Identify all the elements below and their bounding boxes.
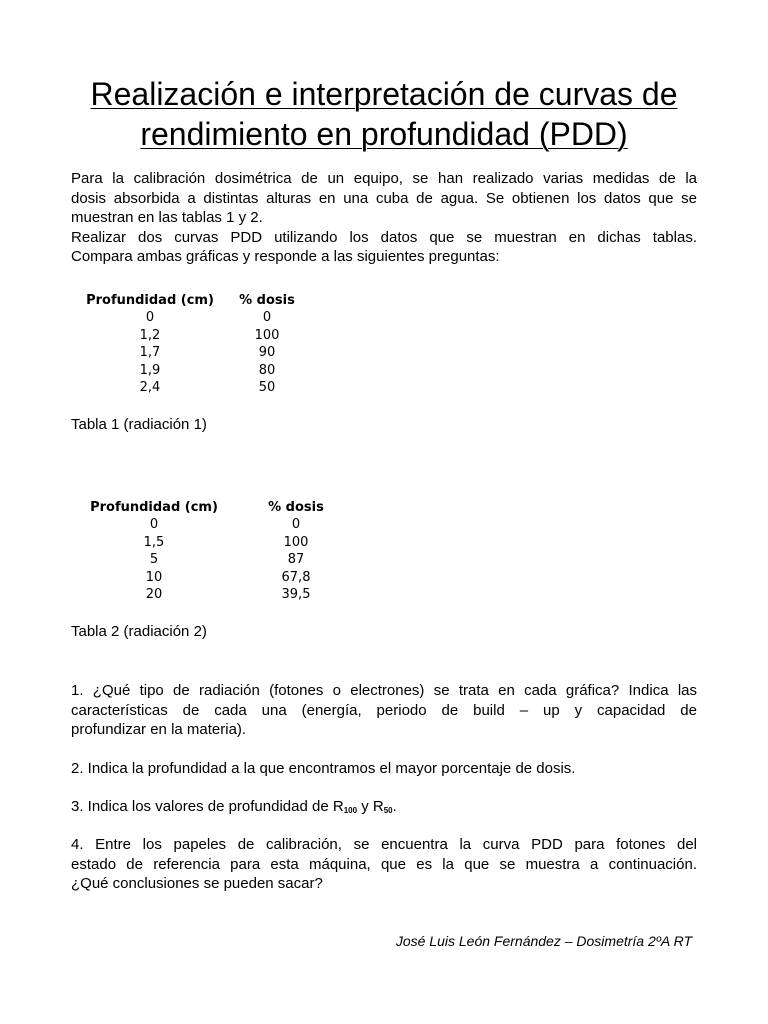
column-header: Profundidad (cm) [90,499,218,515]
r50-subscript: 50 [383,806,393,815]
table-1 [83,291,317,397]
table-cell: 0 [291,517,301,533]
table-cell: 0 [262,310,272,326]
question-2 [71,759,697,779]
table-cell: 67,8 [281,569,311,585]
author-footer: José Luis León Fernández – Dosimetría 2ºA RT [395,933,692,949]
table-cell: 1,5 [143,534,165,550]
table-cell: 2,4 [139,380,161,396]
intro-line: Realizar dos curvas PDD utilizando los datos que se muestran en dichas tablas. [71,228,697,246]
table-cell: 0 [149,517,159,533]
table-row [83,309,317,327]
question-line: 2. Indica la profundidad a la que encontramos el mayor porcentaje de dosis. [71,760,576,777]
table-cell: 1,7 [139,345,161,361]
table-cell: 100 [254,327,280,343]
question-3 [71,797,697,821]
column-header: Profundidad (cm) [86,292,214,308]
table-1-caption: Tabla 1 (radiación 1) [71,416,207,433]
question-line: 4. Entre los papeles de calibración, se encuentra la curva PDD para fotones del [71,836,697,853]
intro-paragraph [71,169,697,267]
table-cell: 39,5 [281,587,311,603]
table-cell: 1,9 [139,362,161,378]
title-line: rendimiento en profundidad (PDD) [140,116,628,152]
intro-line: Compara ambas gráficas y responde a las siguientes preguntas: [71,248,500,265]
table-2-caption: Tabla 2 (radiación 2) [71,623,207,640]
table-row [88,569,372,587]
table-cell: 10 [145,569,163,585]
table-row [83,344,317,362]
question-line: ¿Qué conclusiones se pueden sacar? [71,875,323,892]
table-row [83,362,317,380]
table-row [88,551,372,569]
column-header: % dosis [239,292,295,308]
table-row [83,379,317,397]
question-4 [71,835,697,894]
table-cell: 0 [145,310,155,326]
question-line: estado de referencia para esta máquina, que es la que se muestra a continuación. [71,855,697,873]
column-header: % dosis [268,499,324,515]
question-line: características de cada una (energía, periodo de build – up y capacidad de [71,701,697,719]
question-3-mid: y R [357,798,384,815]
table-cell: 5 [149,552,159,568]
title-line: Realización e interpretación de curvas de [90,76,678,112]
table-cell: 80 [258,362,276,378]
question-line [71,797,697,821]
intro-line: dosis absorbida a distintas alturas en una cuba de agua. Se obtienen los datos que se [71,189,697,207]
question-line: 1. ¿Qué tipo de radiación (fotones o electrones) se trata en cada gráfica? Indica las [71,682,697,699]
table-cell: 1,2 [139,327,161,343]
table-2 [88,498,372,604]
intro-line: muestran en las tablas 1 y 2. [71,209,263,226]
question-3-prefix: 3. Indica los valores de profundidad de R [71,798,344,815]
table-cell: 50 [258,380,276,396]
table-cell: 20 [145,587,163,603]
question-line: profundizar en la materia). [71,721,247,738]
intro-line: Para la calibración dosimétrica de un equipo, se han realizado varias medidas de la [71,170,697,187]
document-title [60,74,708,154]
r100-subscript: 100 [343,806,358,815]
table-header-row [83,291,317,309]
table-row [88,516,372,534]
table-header-row [88,498,372,516]
question-1 [71,681,697,740]
table-row [88,534,372,552]
table-row [88,586,372,604]
question-3-suffix: . [392,798,397,815]
table-cell: 100 [283,534,309,550]
table-cell: 87 [287,552,305,568]
table-row [83,327,317,345]
table-cell: 90 [258,345,276,361]
